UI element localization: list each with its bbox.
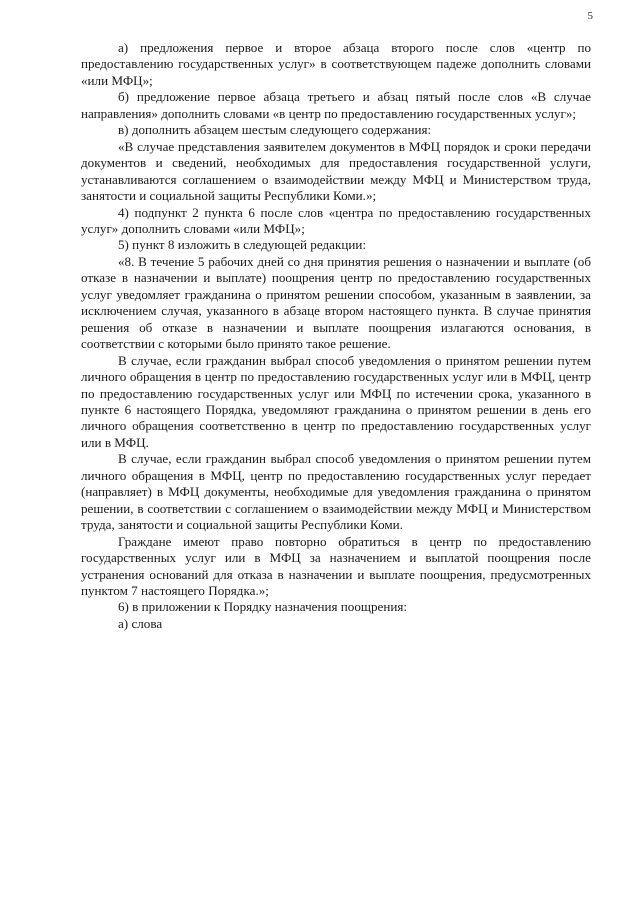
document-body <box>81 40 591 632</box>
paragraph-point-8: «8. В течение 5 рабочих дней со дня принятия решения о назначении и выплате (об отказе в назначении и выплате) поощрения центр по предоставлению государственных услуг уведомляет гражданина о принятом решении способом, указанным в заявлении, за исключением случая, указанного в абзаце втором настоящего пункта. В случае принятия решения об отказе в назначении и выплате поощрения излагаются основания, в соответствии с которыми было принято такое решение. <box>81 253 591 352</box>
paragraph-amendment-b: б) предложение первое абзаца третьего и абзац пятый после слов «В случае направления» дополнить словами «в центр по предоставлению государственных услуг»; <box>81 89 591 121</box>
paragraph-amendment-v: в) дополнить абзацем шестым следующего содержания: <box>118 122 432 138</box>
paragraph-quoted-abzac-6: «В случае представления заявителем документов в МФЦ порядок и сроки передачи документов и сведений, необходимых для предоставления государственной услуги, устанавливаются соглашением о взаимодействии между МФЦ и Министерством труда, занятости и социальной защиты Республики Коми.»; <box>81 138 591 204</box>
paragraph-item-5: 5) пункт 8 изложить в следующей редакции: <box>118 237 366 253</box>
paragraph-point-8-case-2: В случае, если гражданин выбрал способ уведомления о принятом решении путем личного обращения в МФЦ, центр по предоставлению государственных услуг передает (направляет) в МФЦ документы, необходимые для уведомления гражданина о принятом решении, в соответствии с соглашением о взаимодействии между МФЦ и Министерством труда, занятости и социальной защиты Республики Коми. <box>81 451 591 533</box>
paragraph-amendment-a: а) предложения первое и второе абзаца второго после слов «центр по предоставлению государственных услуг» в соответствующем падеже дополнить словами «или МФЦ»; <box>81 40 591 88</box>
paragraph-point-8-case-1: В случае, если гражданин выбрал способ уведомления о принятом решении путем личного обращения в центр по предоставлению государственных услуг или в МФЦ, центр по предоставлению государственных услуг или МФЦ по истечении срока, указанного в пункте 6 настоящего Порядка, уведомляют гражданина о принятом решении в день его личного обращения соответственно в центр по предоставлению государственных услуг или в МФЦ. <box>81 352 591 450</box>
paragraph-item-6-a: а) слова <box>118 615 163 631</box>
paragraph-item-6: 6) в приложении к Порядку назначения поощрения: <box>118 599 408 615</box>
paragraph-item-4: 4) подпункт 2 пункта 6 после слов «центра по предоставлению государственных услуг» дополнить словами «или МФЦ»; <box>81 204 591 236</box>
paragraph-point-8-repeat-appeal: Граждане имеют право повторно обратиться в центр по предоставлению государственных услуг или в МФЦ за назначением и выплатой поощрения после устранения оснований для отказа в назначении и выплате поощрения, предусмотренных пунктом 7 настоящего Порядка.»; <box>81 533 591 598</box>
page-number: 5 <box>587 10 593 22</box>
